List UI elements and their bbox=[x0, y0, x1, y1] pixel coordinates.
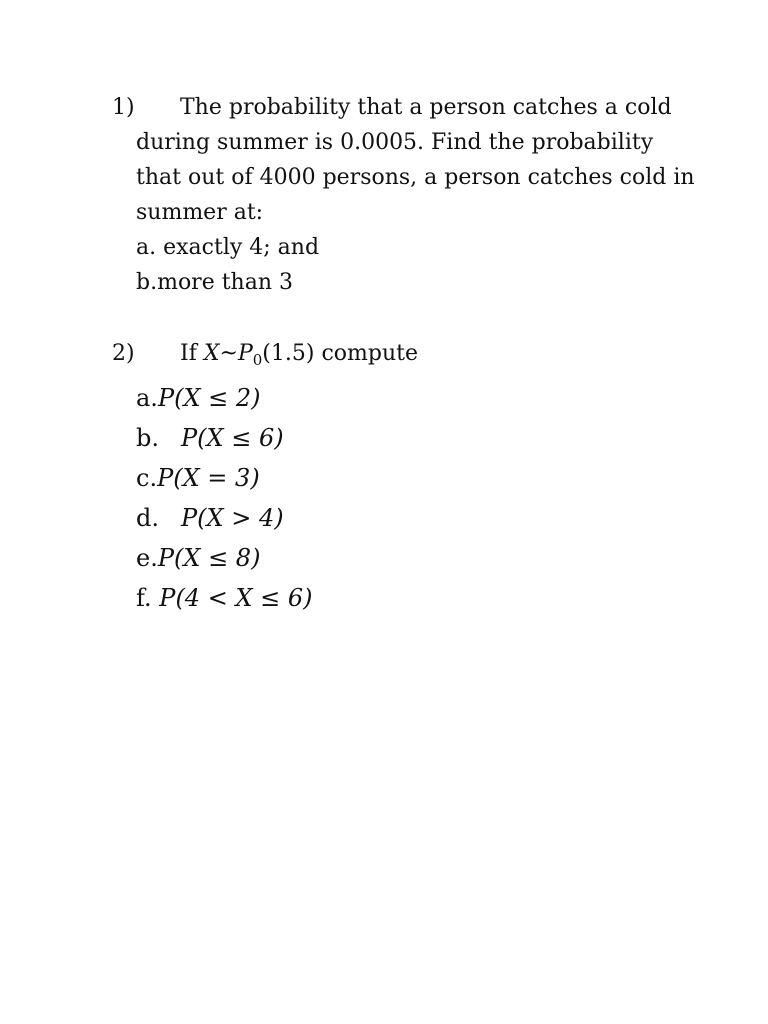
question-2 bbox=[112, 336, 712, 618]
question-2-parts bbox=[112, 378, 712, 618]
part-expression: P(X = 3) bbox=[157, 464, 260, 492]
part-text: exactly 4; and bbox=[163, 235, 320, 260]
intro-poisson-p: P bbox=[237, 341, 253, 366]
question-1-line-1: The probability that a person catches a cold bbox=[180, 95, 672, 120]
part-expression: P(4 < X ≤ 6) bbox=[159, 584, 313, 612]
part-label: e. bbox=[136, 544, 158, 572]
question-1-first-line bbox=[112, 90, 712, 125]
question-1-part-a bbox=[112, 230, 712, 265]
part-expression: P(X > 4) bbox=[181, 504, 284, 532]
question-2-part-a bbox=[112, 378, 712, 418]
intro-prefix: If bbox=[180, 341, 204, 366]
part-label: d. bbox=[136, 504, 159, 532]
part-label: c. bbox=[136, 464, 158, 492]
part-text: more than 3 bbox=[157, 270, 293, 295]
part-label: b. bbox=[136, 424, 159, 452]
question-1-line-3: that out of 4000 persons, a person catches cold in bbox=[136, 165, 695, 190]
question-1-line-4: summer at: bbox=[136, 200, 264, 225]
part-label: a. bbox=[136, 235, 157, 260]
question-2-part-b bbox=[112, 418, 712, 458]
question-1-number: 1) bbox=[112, 95, 135, 120]
part-expression: P(X ≤ 6) bbox=[181, 424, 284, 452]
part-label: f. bbox=[136, 584, 152, 612]
question-1-part-b bbox=[112, 265, 712, 300]
question-2-part-d bbox=[112, 498, 712, 538]
question-2-intro bbox=[112, 336, 712, 378]
question-1 bbox=[112, 90, 712, 300]
question-2-part-f bbox=[112, 578, 712, 618]
question-2-number: 2) bbox=[112, 341, 135, 366]
part-label: a. bbox=[136, 384, 158, 412]
question-1-line-2: during summer is 0.0005. Find the probability bbox=[136, 130, 654, 155]
part-expression: P(X ≤ 8) bbox=[157, 544, 261, 572]
question-2-part-c bbox=[112, 458, 712, 498]
intro-subscript: 0 bbox=[252, 351, 263, 369]
intro-argument: (1.5) bbox=[262, 341, 315, 366]
part-expression: P(X ≤ 2) bbox=[157, 384, 261, 412]
intro-variable-x: X bbox=[203, 341, 220, 366]
question-2-part-e bbox=[112, 538, 712, 578]
intro-suffix: compute bbox=[314, 341, 418, 366]
part-label: b. bbox=[136, 270, 158, 295]
intro-tilde: ~ bbox=[219, 341, 238, 366]
